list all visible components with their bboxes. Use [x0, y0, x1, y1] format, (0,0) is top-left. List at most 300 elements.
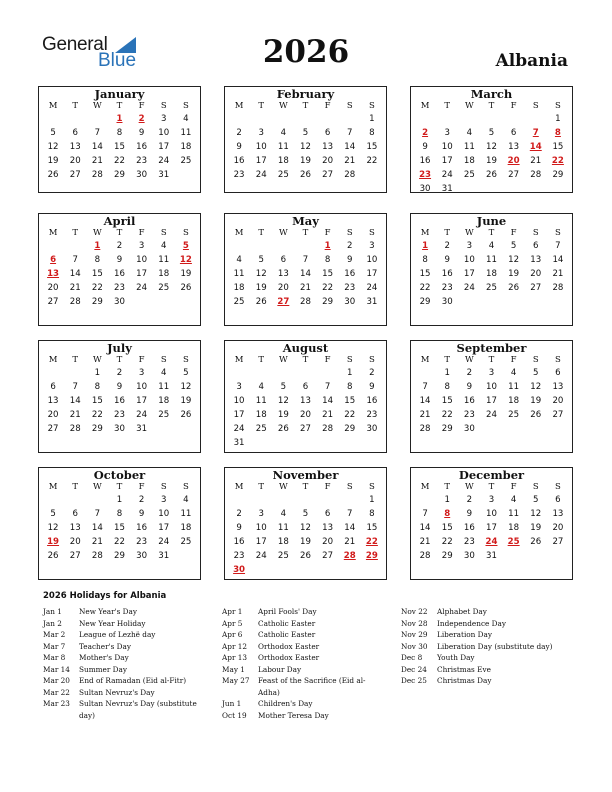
day-cell: 17 [463, 269, 475, 279]
day-cell: 11 [255, 396, 267, 406]
empty-day-cell [228, 366, 250, 380]
day-cell: 31 [136, 424, 148, 434]
weekday-label: W [278, 101, 288, 111]
day-cell: 20 [69, 156, 81, 166]
holiday-name: Liberation Day [437, 630, 493, 639]
weekday-label: W [92, 228, 102, 238]
holiday-item [43, 618, 203, 630]
day-cell: 26 [47, 551, 59, 561]
weekday-label: T [444, 355, 451, 365]
day-cell: 25 [508, 410, 520, 420]
empty-day-cell [480, 112, 502, 126]
day-cell: 20 [47, 410, 59, 420]
weekday-label: M [420, 482, 430, 492]
day-cell: 30 [463, 424, 475, 434]
day-cell: 18 [508, 523, 520, 533]
day-cell: 28 [344, 170, 356, 180]
day-cell: 17 [255, 156, 267, 166]
day-cell: 30 [136, 170, 148, 180]
weekday-label: T [444, 101, 451, 111]
empty-day-cell [228, 493, 250, 507]
day-cell: 12 [277, 396, 289, 406]
holiday-name: Labour Day [258, 664, 302, 674]
day-cell: 18 [277, 537, 289, 547]
weekday-header [39, 355, 200, 366]
day-cell: 6 [510, 128, 517, 138]
day-cell: 28 [69, 297, 81, 307]
day-cell: 7 [422, 382, 428, 392]
empty-day-cell [250, 239, 272, 253]
holiday-name: Sultan Nevruz's Day (substitute day) [79, 699, 197, 720]
weekday-label: T [72, 101, 79, 111]
day-cell: 25 [277, 551, 289, 561]
day-cell: 14 [344, 523, 356, 533]
day-cell: 27 [322, 170, 334, 180]
holiday-date: May 1 [222, 664, 245, 674]
day-cell: 14 [419, 523, 431, 533]
day-cell: 25 [255, 424, 267, 434]
day-cell: 22 [344, 410, 356, 420]
empty-day-cell [250, 112, 272, 126]
day-cell: 8 [444, 382, 450, 392]
holiday-day-cell: 8 [554, 128, 561, 138]
day-cell: 10 [255, 142, 267, 152]
day-cell: 4 [510, 368, 517, 378]
day-grid [39, 239, 200, 309]
day-cell: 25 [463, 170, 475, 180]
weekday-label: W [92, 355, 102, 365]
day-cell: 21 [322, 410, 334, 420]
empty-day-cell [272, 112, 294, 126]
day-cell: 27 [322, 551, 334, 561]
month-february [224, 86, 387, 193]
day-grid [39, 112, 200, 182]
day-cell: 2 [444, 241, 450, 251]
weekday-label: T [258, 482, 265, 492]
day-cell: 18 [180, 523, 192, 533]
empty-day-cell [272, 366, 294, 380]
holiday-item [43, 652, 203, 664]
day-cell: 26 [530, 537, 542, 547]
weekday-label: M [420, 228, 430, 238]
day-cell: 14 [69, 396, 81, 406]
day-cell: 22 [419, 283, 431, 293]
day-cell: 9 [422, 142, 428, 152]
holiday-item [401, 664, 571, 676]
weekday-label: W [278, 355, 288, 365]
day-cell: 15 [322, 269, 334, 279]
day-cell: 5 [533, 368, 539, 378]
day-cell: 14 [344, 142, 356, 152]
weekday-label: S [532, 228, 539, 238]
day-cell: 26 [277, 424, 289, 434]
day-cell: 24 [158, 156, 170, 166]
day-cell: 19 [47, 156, 59, 166]
day-cell: 12 [300, 142, 311, 152]
page-title-year: 2026 [262, 34, 350, 70]
holidays-column [43, 606, 203, 721]
weekday-label: S [160, 355, 167, 365]
empty-day-cell [339, 112, 361, 126]
month-march [410, 86, 573, 193]
day-cell: 16 [114, 396, 125, 406]
holiday-day-cell: 12 [179, 255, 192, 265]
day-cell: 18 [277, 156, 289, 166]
day-cell: 22 [91, 283, 103, 293]
day-cell: 27 [47, 424, 59, 434]
day-grid [225, 366, 386, 450]
day-cell: 21 [419, 410, 431, 420]
holiday-date: Mar 20 [43, 676, 70, 685]
holidays-title: 2026 Holidays for Albania [43, 591, 167, 601]
day-grid [411, 493, 572, 563]
day-cell: 27 [552, 537, 564, 547]
weekday-label: T [488, 482, 495, 492]
day-cell: 26 [300, 170, 311, 180]
day-cell: 12 [508, 255, 520, 265]
day-cell: 20 [552, 523, 564, 533]
day-cell: 30 [136, 551, 148, 561]
weekday-label: S [160, 101, 167, 111]
empty-day-cell [503, 112, 525, 126]
day-cell: 10 [486, 509, 497, 519]
day-grid [225, 112, 386, 182]
weekday-label: S [532, 355, 539, 365]
weekday-label: W [464, 482, 474, 492]
day-cell: 12 [180, 382, 192, 392]
day-cell: 28 [91, 170, 103, 180]
day-cell: 31 [158, 170, 170, 180]
holiday-date: Mar 2 [43, 630, 66, 639]
day-cell: 12 [530, 509, 542, 519]
day-cell: 29 [91, 424, 103, 434]
day-cell: 4 [280, 509, 287, 519]
day-cell: 13 [300, 396, 311, 406]
month-october [38, 467, 201, 580]
weekday-label: S [160, 482, 167, 492]
day-grid [411, 112, 572, 196]
day-cell: 19 [530, 523, 542, 533]
day-cell: 28 [322, 424, 334, 434]
day-cell: 1 [444, 495, 450, 505]
day-cell: 5 [302, 128, 309, 138]
holiday-name: Christmas Day [437, 676, 492, 685]
day-cell: 6 [302, 382, 309, 392]
day-cell: 14 [419, 396, 431, 406]
day-cell: 19 [486, 156, 497, 166]
weekday-label: M [48, 101, 58, 111]
holiday-name: Youth Day [437, 653, 475, 662]
day-cell: 22 [441, 410, 453, 420]
month-title: April [103, 214, 136, 228]
day-cell: 16 [419, 156, 431, 166]
day-cell: 3 [369, 241, 375, 251]
holiday-day-cell: 1 [324, 241, 331, 251]
weekday-label: T [302, 101, 309, 111]
day-cell: 6 [324, 509, 331, 519]
day-cell: 31 [233, 438, 245, 448]
month-december [410, 467, 573, 580]
weekday-label: W [464, 101, 474, 111]
month-title: November [272, 468, 339, 482]
day-cell: 13 [322, 523, 334, 533]
day-cell: 23 [344, 283, 356, 293]
day-cell: 23 [463, 537, 475, 547]
day-cell: 15 [366, 142, 378, 152]
month-july [38, 340, 201, 453]
day-cell: 30 [419, 184, 431, 194]
day-cell: 9 [236, 523, 242, 533]
day-cell: 26 [47, 170, 59, 180]
empty-day-cell [317, 112, 339, 126]
day-cell: 25 [486, 283, 497, 293]
day-cell: 4 [183, 495, 189, 505]
holiday-date: Apr 13 [222, 653, 248, 662]
holiday-day-cell: 25 [507, 537, 520, 547]
day-cell: 7 [302, 255, 309, 265]
day-cell: 16 [463, 396, 475, 406]
day-cell: 8 [369, 128, 375, 138]
day-cell: 20 [530, 269, 542, 279]
day-cell: 4 [280, 128, 287, 138]
holiday-item [222, 629, 387, 641]
day-cell: 9 [466, 382, 473, 392]
day-cell: 11 [463, 142, 475, 152]
day-cell: 12 [486, 142, 497, 152]
month-title: June [476, 214, 507, 228]
day-cell: 15 [91, 396, 103, 406]
holiday-day-cell: 5 [182, 241, 189, 251]
weekday-label: S [183, 228, 189, 238]
day-cell: 20 [277, 283, 289, 293]
holiday-item [43, 698, 203, 721]
day-cell: 3 [138, 241, 145, 251]
weekday-label: F [510, 355, 517, 365]
empty-day-cell [42, 239, 64, 253]
day-cell: 19 [300, 156, 311, 166]
day-cell: 15 [114, 142, 125, 152]
day-cell: 23 [233, 170, 245, 180]
holiday-name: Sultan Nevruz's Day [79, 687, 155, 697]
day-cell: 13 [530, 255, 542, 265]
day-cell: 21 [344, 537, 356, 547]
day-cell: 5 [488, 128, 495, 138]
day-cell: 16 [136, 523, 148, 533]
weekday-label: F [324, 355, 331, 365]
holiday-name: Independence Day [437, 618, 506, 628]
day-cell: 29 [552, 170, 564, 180]
day-cell: 18 [463, 156, 475, 166]
day-cell: 20 [322, 156, 334, 166]
day-cell: 9 [236, 142, 242, 152]
day-cell: 3 [161, 114, 167, 124]
day-cell: 5 [50, 128, 56, 138]
holiday-name: Catholic Easter [258, 630, 316, 639]
day-cell: 17 [136, 269, 148, 279]
holiday-date: Mar 22 [43, 687, 70, 697]
day-cell: 1 [444, 368, 450, 378]
day-cell: 19 [277, 410, 289, 420]
day-cell: 11 [508, 382, 520, 392]
day-cell: 11 [180, 128, 192, 138]
holiday-day-cell: 6 [50, 255, 57, 265]
day-cell: 12 [255, 269, 267, 279]
day-cell: 13 [322, 142, 334, 152]
day-cell: 17 [158, 142, 170, 152]
day-cell: 29 [114, 551, 125, 561]
day-cell: 28 [91, 551, 103, 561]
empty-day-cell [525, 112, 547, 126]
day-cell: 8 [324, 255, 331, 265]
holiday-item [43, 641, 203, 653]
weekday-label: W [464, 228, 474, 238]
day-cell: 29 [91, 297, 103, 307]
day-cell: 3 [138, 368, 145, 378]
holiday-day-cell: 19 [47, 537, 60, 547]
day-cell: 6 [324, 128, 331, 138]
day-cell: 9 [369, 382, 375, 392]
day-cell: 17 [255, 537, 267, 547]
day-cell: 21 [91, 537, 103, 547]
empty-day-cell [272, 239, 294, 253]
weekday-label: T [258, 101, 265, 111]
holiday-day-cell: 27 [277, 297, 290, 307]
weekday-label: F [138, 355, 145, 365]
weekday-label: T [116, 101, 123, 111]
day-cell: 7 [347, 509, 353, 519]
weekday-label: F [510, 482, 517, 492]
holiday-date: Apr 5 [222, 618, 243, 628]
day-cell: 26 [530, 410, 542, 420]
day-cell: 8 [94, 255, 101, 265]
holiday-item [222, 641, 387, 653]
holiday-name: Orthodox Easter [258, 653, 320, 662]
holiday-day-cell: 24 [485, 537, 498, 547]
holiday-item [222, 618, 387, 630]
day-cell: 20 [69, 537, 81, 547]
day-cell: 27 [47, 297, 59, 307]
weekday-label: W [92, 101, 102, 111]
weekday-label: S [346, 355, 353, 365]
holiday-date: Jan 2 [43, 618, 62, 628]
holiday-day-cell: 29 [365, 551, 378, 561]
day-cell: 24 [441, 170, 453, 180]
day-cell: 27 [300, 424, 311, 434]
holiday-item [222, 606, 387, 618]
day-cell: 4 [510, 495, 517, 505]
weekday-label: T [116, 228, 123, 238]
day-cell: 15 [366, 523, 378, 533]
holiday-item [401, 618, 571, 630]
weekday-label: T [444, 228, 451, 238]
day-grid [225, 239, 386, 309]
day-cell: 12 [47, 142, 59, 152]
holiday-date: Nov 28 [401, 618, 428, 628]
holiday-item [222, 664, 387, 676]
weekday-label: F [510, 101, 517, 111]
day-cell: 21 [69, 283, 81, 293]
day-cell: 24 [233, 424, 245, 434]
empty-day-cell [294, 493, 316, 507]
day-cell: 19 [180, 396, 192, 406]
weekday-label: F [138, 228, 145, 238]
day-cell: 15 [441, 396, 453, 406]
day-cell: 23 [233, 551, 245, 561]
empty-day-cell [228, 112, 250, 126]
holiday-name: Mother's Day [79, 653, 129, 662]
month-title: October [93, 468, 146, 482]
day-cell: 28 [552, 283, 564, 293]
holiday-date: Apr 1 [222, 607, 243, 616]
holiday-date: Dec 25 [401, 676, 427, 685]
day-cell: 2 [116, 368, 123, 378]
day-cell: 21 [69, 410, 81, 420]
weekday-header [225, 101, 386, 112]
weekday-header [411, 355, 572, 366]
holiday-name: Children's Day [258, 699, 313, 708]
weekday-label: W [278, 482, 288, 492]
day-cell: 17 [366, 269, 378, 279]
holiday-date: Apr 6 [222, 630, 243, 639]
day-cell: 15 [114, 523, 125, 533]
holiday-date: Nov 29 [401, 630, 428, 639]
day-cell: 2 [236, 509, 242, 519]
day-cell: 4 [183, 114, 189, 124]
day-cell: 13 [552, 382, 564, 392]
empty-day-cell [250, 366, 272, 380]
day-cell: 3 [161, 495, 167, 505]
holiday-item [43, 664, 203, 676]
day-cell: 26 [486, 170, 497, 180]
month-title: May [292, 214, 319, 228]
weekday-label: S [183, 101, 189, 111]
day-cell: 8 [369, 509, 375, 519]
empty-day-cell [64, 366, 86, 380]
weekday-label: F [138, 101, 145, 111]
day-cell: 17 [136, 396, 148, 406]
day-cell: 1 [369, 114, 375, 124]
holiday-date: Mar 8 [43, 653, 66, 662]
weekday-label: M [234, 228, 244, 238]
logo-general-text: General [42, 34, 108, 55]
weekday-label: F [324, 228, 331, 238]
day-grid [39, 493, 200, 563]
day-cell: 22 [114, 537, 125, 547]
day-cell: 20 [552, 396, 564, 406]
day-cell: 3 [488, 495, 495, 505]
day-cell: 18 [158, 396, 170, 406]
holiday-date: Mar 23 [43, 699, 70, 708]
month-title: September [456, 341, 527, 355]
empty-day-cell [64, 239, 86, 253]
empty-day-cell [272, 493, 294, 507]
holiday-item [401, 629, 571, 641]
weekday-header [225, 228, 386, 239]
empty-day-cell [86, 112, 108, 126]
holiday-date: Dec 8 [401, 653, 423, 662]
day-cell: 25 [233, 297, 245, 307]
generalblue-logo [42, 34, 142, 74]
holiday-day-cell: 20 [507, 156, 520, 166]
day-cell: 22 [91, 410, 103, 420]
day-cell: 19 [508, 269, 520, 279]
weekday-label: T [72, 355, 79, 365]
day-cell: 29 [441, 424, 453, 434]
weekday-label: F [324, 101, 331, 111]
day-cell: 11 [277, 523, 289, 533]
day-cell: 7 [94, 509, 101, 519]
holiday-name: Catholic Easter [258, 618, 316, 628]
